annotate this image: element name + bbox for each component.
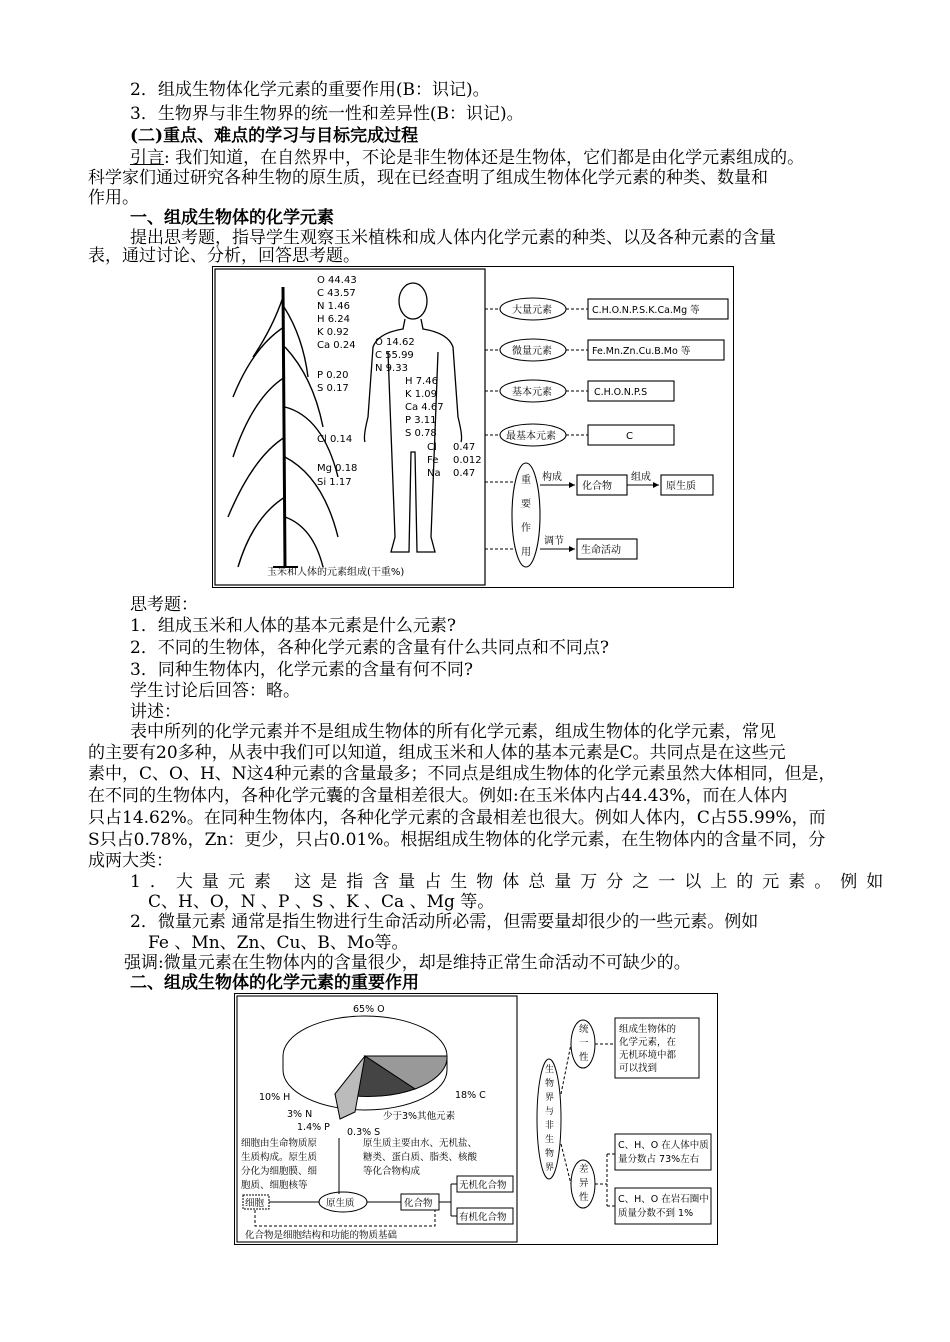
unity-char: 一 — [579, 1038, 589, 1049]
corn-value: S 0.17 — [317, 383, 349, 394]
unity-char: 统 — [579, 1024, 589, 1035]
intro-line-3: 作用。 — [88, 188, 139, 208]
lecture-title: 讲述： — [130, 702, 181, 722]
heading-two: 二、组成生物体的化学元素的重要作用 — [130, 973, 419, 993]
role-char: 用 — [521, 547, 531, 558]
role-char: 作 — [521, 523, 531, 534]
pie-label-o: 65% O — [353, 1004, 385, 1015]
compound-box: 化合物 — [582, 481, 612, 492]
para-line-5: 只占14.62%。在同种生物体内，各种化学元素的含最相差也很大。例如人体内，C占55.99%，而 — [88, 808, 826, 828]
human-value: S 0.78 — [405, 428, 437, 439]
corn-value: Ca 0.24 — [317, 340, 356, 351]
pie-label-n: 3% N — [287, 1109, 313, 1120]
figure-1-caption: 玉米和人体的元素组成(干重%) — [267, 567, 405, 578]
unity-text: 无机环境中都 — [619, 1050, 677, 1061]
svg-text:物: 物 — [545, 1149, 555, 1159]
bottom-note: 化合物是细胞结构和功能的物质基础 — [245, 1230, 398, 1241]
difference-char: 差 — [579, 1164, 589, 1175]
corn-value: O 44.43 — [317, 275, 357, 286]
pie-chart — [283, 1016, 447, 1119]
para-line-2: 的主要有20多种，从表中我们可以知道，组成玉米和人体的基本元素是C。共同点是在这些元 — [88, 743, 786, 763]
unity-text: 组成生物体的 — [619, 1024, 677, 1035]
role-char: 要 — [521, 499, 531, 510]
category-value: C — [626, 431, 633, 442]
human-value: C 55.99 — [375, 350, 414, 361]
note-line: 分化为细胞膜、细 — [241, 1166, 318, 1177]
human-extra-value: 0.47 — [453, 442, 476, 453]
svg-text:生: 生 — [545, 1135, 555, 1145]
arrow-label: 调节 — [544, 536, 564, 547]
human-extra-value: 0.012 — [453, 455, 482, 466]
para-line-3: 素中，C、O、H、N这4种元素的含量最多；不同点是组成生物体的化学元素虽然大体相同，但是， — [88, 764, 836, 784]
svg-text:非: 非 — [545, 1121, 555, 1131]
difference-char: 异 — [579, 1178, 589, 1189]
svg-text:生: 生 — [545, 1065, 555, 1075]
question-3: 3．同种生物体内，化学元素的含量有何不同? — [130, 660, 473, 680]
section-heading: (二)重点、难点的学习与目标完成过程 — [130, 126, 419, 146]
class-2-examples: Fe 、Mn、Zn、Cu、B、Mo等。 — [148, 933, 409, 953]
intro-label: 引言 — [130, 148, 164, 168]
svg-text:与: 与 — [545, 1107, 555, 1117]
corn-value: C 43.57 — [317, 288, 356, 299]
emphasis: 强调:微量元素在生物体内的含量很少，却是维持正常生命活动不可缺少的。 — [124, 953, 691, 973]
note-line: 等化合物构成 — [363, 1166, 421, 1177]
questions-title: 思考题： — [130, 595, 198, 615]
human-value: P 3.11 — [405, 415, 437, 426]
svg-text:界: 界 — [545, 1093, 555, 1103]
figure-1-svg — [213, 267, 733, 587]
human-extra-value: 0.47 — [453, 468, 476, 479]
pie-label-other: 少于3%其他元素 — [383, 1111, 456, 1122]
heading-one: 一、组成生物体的化学元素 — [130, 208, 334, 228]
category-value: C.H.O.N.P.S.K.Ca.Mg 等 — [592, 305, 700, 316]
corn-value: Si 1.17 — [317, 477, 352, 488]
category-label: 大量元素 — [512, 305, 552, 316]
protoplasm-box: 原生质 — [666, 481, 696, 492]
figure-1-left-panel — [215, 269, 485, 585]
objective-3: 3．生物界与非生物界的统一性和差异性(B：识记)。 — [130, 104, 524, 124]
note-line: 原生质主要由水、无机盐、 — [363, 1138, 478, 1149]
left-note — [241, 1137, 318, 1191]
element-composition-figure — [212, 266, 734, 588]
para-line-6: S只占0.78%，Zn：更少，只占0.01%。根据组成生物体的化学元素，在生物体内的含量不同，分 — [88, 830, 826, 850]
corn-value: Cl 0.14 — [317, 434, 353, 445]
category-label: 微量元素 — [512, 346, 552, 357]
note-line: 生质构成。原生质 — [241, 1152, 318, 1163]
unity-text: 可以找到 — [619, 1063, 658, 1074]
human-extra-name: Fe — [427, 455, 439, 466]
class-1: 1．大量元素 这是指含量占生物体总量万分之一以上的元素。例如 — [130, 872, 893, 892]
category-value: C.H.O.N.P.S — [594, 387, 648, 398]
difference-text: C、H、O 在人体中质 — [618, 1140, 709, 1151]
difference-text: C、H、O 在岩石圈中 — [618, 1194, 709, 1205]
human-value: K 1.09 — [405, 389, 438, 400]
task-line-1: 提出思考题，指导学生观察玉米植株和成人体内化学元素的种类、以及各种元素的含量 — [130, 228, 776, 248]
human-value: Ca 4.67 — [405, 402, 444, 413]
difference-char: 性 — [579, 1192, 589, 1203]
category-label: 最基本元素 — [506, 431, 556, 442]
pie-label-p: 1.4% P — [297, 1122, 330, 1133]
svg-text:界: 界 — [545, 1163, 555, 1173]
inorganic-node: 无机化合物 — [459, 1180, 507, 1191]
difference-text: 质量分数不到 1% — [618, 1208, 694, 1219]
difference-text: 量分数占 73%左右 — [618, 1154, 700, 1165]
human-value: H 7.46 — [405, 376, 438, 387]
objective-2: 2．组成生物体化学元素的重要作用(B：识记)。 — [130, 80, 490, 100]
para-line-1: 表中所列的化学元素并不是组成生物体的所有化学元素，组成生物体的化学元素，常见 — [130, 722, 776, 742]
note-line: 胞质、细胞核等 — [241, 1180, 308, 1191]
corn-value: H 6.24 — [317, 314, 350, 325]
middle-note — [363, 1137, 478, 1177]
pie-label-h: 10% H — [259, 1092, 291, 1103]
category-diagram — [485, 298, 728, 567]
arrow-label: 组成 — [631, 472, 651, 483]
note-line: 细胞由生命物质原 — [241, 1138, 318, 1149]
compound-node: 化合物 — [404, 1198, 433, 1209]
corn-value: K 0.92 — [317, 327, 350, 338]
corn-value: N 1.46 — [317, 301, 350, 312]
pie-label-s: 0.3% S — [347, 1127, 381, 1138]
intro-line-2: 科学家们通过研究各种生物的原生质，现在已经查明了组成生物体化学元素的种类、数量和 — [88, 168, 768, 188]
cell-box: 细胞 — [245, 1198, 265, 1209]
discussion: 学生讨论后回答：略。 — [130, 681, 300, 701]
role-char: 重 — [521, 475, 531, 486]
svg-text:物: 物 — [545, 1079, 555, 1089]
organic-node: 有机化合物 — [459, 1212, 507, 1223]
intro-text: : 我们知道，在自然界中，不论是非生物体还是生物体，它们都是由化学元素组成的。 — [164, 148, 805, 168]
unity-text: 化学元素，在 — [619, 1037, 677, 1048]
intro-line — [130, 148, 804, 168]
arrow-label: 构成 — [542, 472, 562, 483]
human-extra-name: Na — [427, 468, 441, 479]
figure-2-svg — [235, 994, 717, 1244]
note-line: 糖类、蛋白质、脂类、核酸 — [363, 1152, 478, 1163]
category-label: 基本元素 — [512, 387, 552, 398]
corn-value: P 0.20 — [317, 370, 349, 381]
protoplasm-node: 原生质 — [326, 1198, 355, 1209]
question-2: 2．不同的生物体，各种化学元素的含量有什么共同点和不同点? — [130, 638, 609, 658]
human-values — [375, 337, 482, 479]
pie-label-c: 18% C — [455, 1090, 486, 1101]
task-line-2: 表，通过讨论、分析，回答思考题。 — [88, 246, 360, 266]
vertical-title — [545, 1063, 554, 1173]
category-value: Fe.Mn.Zn.Cu.B.Mo 等 — [592, 346, 691, 357]
corn-value: Mg 0.18 — [317, 463, 358, 474]
class-2: 2．微量元素 通常是指生物进行生命活动所必需，但需要量却很少的一些元素。例如 — [130, 912, 759, 932]
question-1: 1．组成玉米和人体的基本元素是什么元素? — [130, 616, 456, 636]
human-value: O 14.62 — [375, 337, 415, 348]
class-1-examples: C、H、O，N 、P 、S 、K 、Ca 、Mg 等。 — [148, 892, 495, 912]
human-value: N 9.33 — [375, 363, 408, 374]
unity-char: 性 — [579, 1052, 589, 1063]
corn-values — [317, 275, 357, 488]
element-role-figure — [234, 993, 718, 1245]
para-line-4: 在不同的生物体内，各种化学元囊的含量相差很大。例如:在玉米体内占44.43%，而在人体内 — [88, 786, 788, 806]
human-extra-name: Cl — [427, 442, 437, 453]
life-activity-box: 生命活动 — [581, 545, 621, 556]
para-line-7: 成两大类： — [88, 851, 173, 871]
